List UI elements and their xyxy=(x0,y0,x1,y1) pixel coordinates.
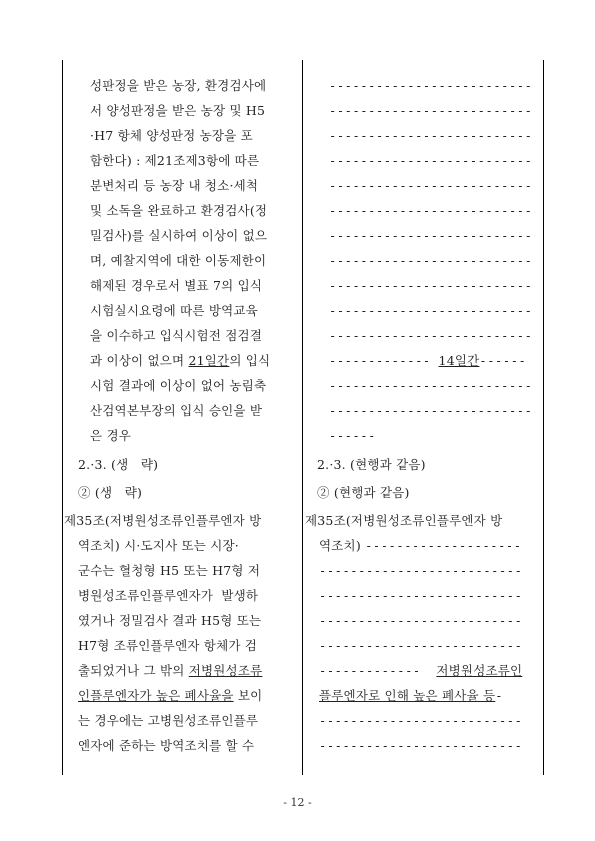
left-line: ·H7 항체 양성판정 농장을 포 xyxy=(90,128,253,143)
right-dash-line: -------------------------- xyxy=(329,104,533,118)
left-line: 군수는 혈청형 H5 또는 H7형 저 xyxy=(78,563,261,578)
underlined-text: 저병원성조류 xyxy=(188,663,263,678)
right-line-with-underline xyxy=(303,684,558,708)
text-segment: 역조치) xyxy=(319,538,366,553)
underlined-period: 21일간 xyxy=(188,353,230,368)
left-item-heading: ② (생 략) xyxy=(78,485,143,500)
left-line: 며, 예찰지역에 대한 이동제한이 xyxy=(90,253,267,268)
right-dash-line: -------------------------- xyxy=(329,79,533,93)
right-item-heading: ② (현행과 같음) xyxy=(317,485,410,500)
right-dash-line: -------------------------- xyxy=(329,154,533,168)
right-dash-line: -------------------------- xyxy=(319,564,523,578)
right-dash-line: -------------------------- xyxy=(329,254,533,268)
left-line: 역조치) 시·도지사 또는 시장· xyxy=(78,538,239,553)
text-segment: 과 이상이 없으며 xyxy=(90,353,189,368)
text-segment: 보이 xyxy=(233,688,263,703)
right-dash-line: -------------------------- xyxy=(329,179,533,193)
left-line: 및 소독을 완료하고 환경검사(정 xyxy=(90,203,268,218)
left-line: 성판정을 받은 농장, 환경검사에 xyxy=(90,78,267,93)
left-line: H7형 조류인플루엔자 항체가 검 xyxy=(78,638,258,653)
left-line: 해제된 경우로서 별표 7의 입식 xyxy=(90,278,263,293)
left-line: 산검역본부장의 입식 승인을 받 xyxy=(90,403,263,418)
right-dash-line: -------------------------- xyxy=(319,589,523,603)
right-article-heading: 제35조(저병원성조류인플루엔자 방 xyxy=(305,513,503,528)
underlined-text: 인플루엔자가 높은 폐사율을 xyxy=(78,688,234,703)
right-dash-line: -------------------------- xyxy=(329,379,533,393)
right-dash-line: -------------------------- xyxy=(329,129,533,143)
left-line-with-underline xyxy=(62,684,318,708)
left-line-with-underline xyxy=(62,659,318,683)
left-line: 엔자에 준하는 방역조치를 할 수 xyxy=(78,738,255,753)
right-dash-line: -------------------------- xyxy=(329,204,533,218)
right-line-with-underline xyxy=(303,659,558,683)
left-line: 였거나 정밀검사 결과 H5형 또는 xyxy=(78,613,262,628)
text-segment: 출되었거나 그 밖의 xyxy=(78,663,189,678)
left-line: 병원성조류인플루엔자가 발생하 xyxy=(78,588,259,603)
left-line: 을 이수하고 입식시험전 점검결 xyxy=(90,328,263,343)
right-dash-line: -------------------------- xyxy=(329,279,533,293)
dash-segment: ------------- xyxy=(319,664,437,678)
left-line: 시험실시요령에 따른 방역교육 xyxy=(90,303,258,318)
right-dash-line: -------------------------- xyxy=(329,304,533,318)
right-dash-line: -------------------------- xyxy=(329,404,533,418)
left-line-with-underline xyxy=(62,349,330,373)
left-line: 서 양성판정을 받은 농장 및 H5 xyxy=(90,103,266,118)
underlined-period: 14일간 xyxy=(438,353,480,368)
right-dash-line: -------------------------- xyxy=(319,614,523,628)
right-dash-line: ------ xyxy=(329,429,376,443)
left-line: 분변처리 등 농장 내 청소·세척 xyxy=(90,178,259,193)
right-dash-line: -------------------------- xyxy=(319,739,523,753)
right-dash-line: -------------------------- xyxy=(319,639,523,653)
dash-segment: -------------------- xyxy=(365,539,522,553)
left-line: 밀검사)를 실시하여 이상이 없으 xyxy=(90,228,268,243)
underlined-text: 저병원성조류인 xyxy=(436,663,523,678)
dash-segment: ------ xyxy=(479,354,527,368)
left-item-heading: 2.·3. (생 략) xyxy=(78,457,159,472)
right-line-with-underline xyxy=(303,349,568,373)
left-article-heading: 제35조(저병원성조류인플루엔자 방 xyxy=(64,513,262,528)
right-line xyxy=(303,534,558,558)
left-line: 는 경우에는 고병원성조류인플루 xyxy=(78,713,259,728)
dash-segment: ------------- xyxy=(329,354,439,368)
right-dash-line: -------------------------- xyxy=(319,714,523,728)
left-line: 함한다) : 제21조제3항에 따른 xyxy=(90,153,260,168)
left-line: 은 경우 xyxy=(90,428,131,443)
dash-segment: - xyxy=(495,689,504,703)
underlined-text: 플루엔자로 인해 높은 폐사율 등 xyxy=(319,688,496,703)
right-item-heading: 2.·3. (현행과 같음) xyxy=(317,457,426,472)
right-dash-line: -------------------------- xyxy=(329,329,533,343)
left-line: 시험 결과에 이상이 없어 농림축 xyxy=(90,378,267,393)
right-dash-line: -------------------------- xyxy=(329,229,533,243)
text-segment: 의 입식 xyxy=(229,353,271,368)
page-number: - 12 - xyxy=(283,796,312,809)
